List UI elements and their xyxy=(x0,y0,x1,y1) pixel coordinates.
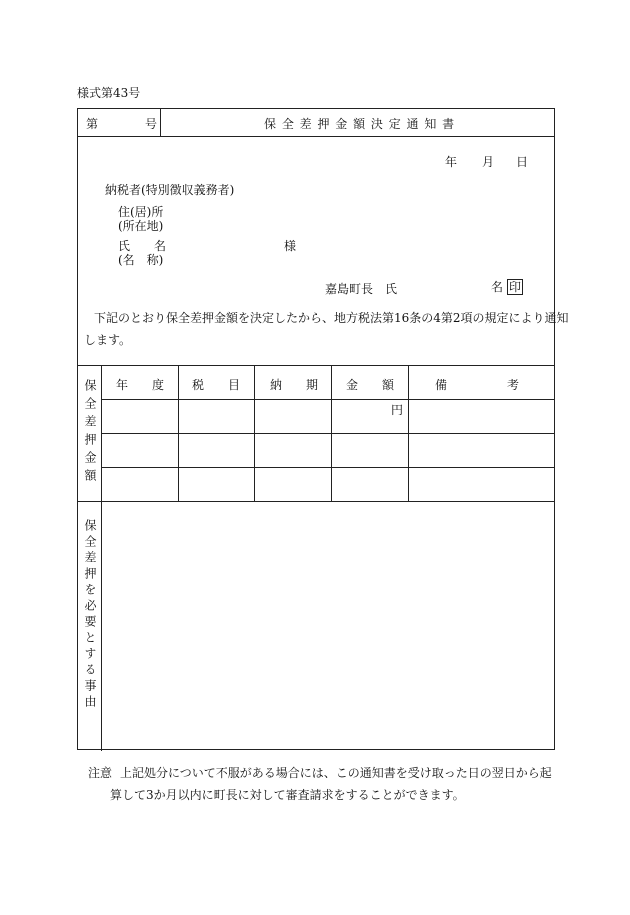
column-header-tax-item: 税 目 xyxy=(192,378,241,392)
issuer-name-label xyxy=(491,278,523,295)
amount-col-divider-4 xyxy=(408,365,409,501)
column-header-amount: 金 額 xyxy=(346,378,395,392)
form-number: 様式第43号 xyxy=(77,86,141,100)
taxpayer-label: 納税者(特別徴収義務者) xyxy=(105,183,235,197)
entity-name-label: (名 称) xyxy=(118,253,164,267)
body-text-line-1: 下記のとおり保全差押金額を決定したから、地方税法第16条の4第2項の規定により通知 xyxy=(94,311,569,325)
issuer-name-text: 名 xyxy=(491,280,504,294)
amount-section-label: 保全差押金額 xyxy=(83,379,97,487)
number-label-suffix: 号 xyxy=(145,117,158,131)
amount-row-line-2 xyxy=(101,467,554,468)
notice-form xyxy=(77,108,569,750)
header-bottom-line xyxy=(78,136,554,137)
amount-col-divider-0 xyxy=(101,365,102,751)
date-day-label: 日 xyxy=(516,155,529,169)
header-divider xyxy=(160,109,161,136)
amount-row-line-1 xyxy=(101,433,554,434)
address-label: 住(居)所 xyxy=(118,205,164,219)
honorific-label: 様 xyxy=(284,239,297,253)
amount-col-divider-1 xyxy=(178,365,179,501)
note-line-2: 算して3か月以内に町長に対して審査請求をすることができます。 xyxy=(110,788,465,802)
date-year-label: 年 xyxy=(445,155,458,169)
body-text-line-2: します。 xyxy=(84,333,132,347)
column-header-year: 年 度 xyxy=(116,378,165,392)
form-title: 保 全 差 押 金 額 決 定 通 知 書 xyxy=(264,117,456,131)
number-label-prefix: 第 xyxy=(86,117,99,131)
issuer-title: 嘉島町長 氏 xyxy=(325,282,398,296)
amount-section-bottom-line xyxy=(78,501,554,502)
column-header-remarks: 備 考 xyxy=(435,378,520,392)
amount-col-divider-3 xyxy=(331,365,332,501)
location-label: (所在地) xyxy=(118,219,164,233)
amount-header-line xyxy=(101,399,554,400)
column-header-due: 納 期 xyxy=(270,378,319,392)
amount-section-top-line xyxy=(78,365,554,366)
reason-section-label: 保全差押を必要とする事由 xyxy=(83,519,97,711)
name-label: 氏 名 xyxy=(118,239,167,253)
note-line-1: 上記処分について不服がある場合には、この通知書を受け取った日の翌日から起 xyxy=(120,766,552,780)
seal-mark: 印 xyxy=(509,280,522,294)
currency-unit-label: 円 xyxy=(391,403,404,417)
date-month-label: 月 xyxy=(482,155,495,169)
note-label: 注意 xyxy=(88,766,113,780)
amount-col-divider-2 xyxy=(254,365,255,501)
